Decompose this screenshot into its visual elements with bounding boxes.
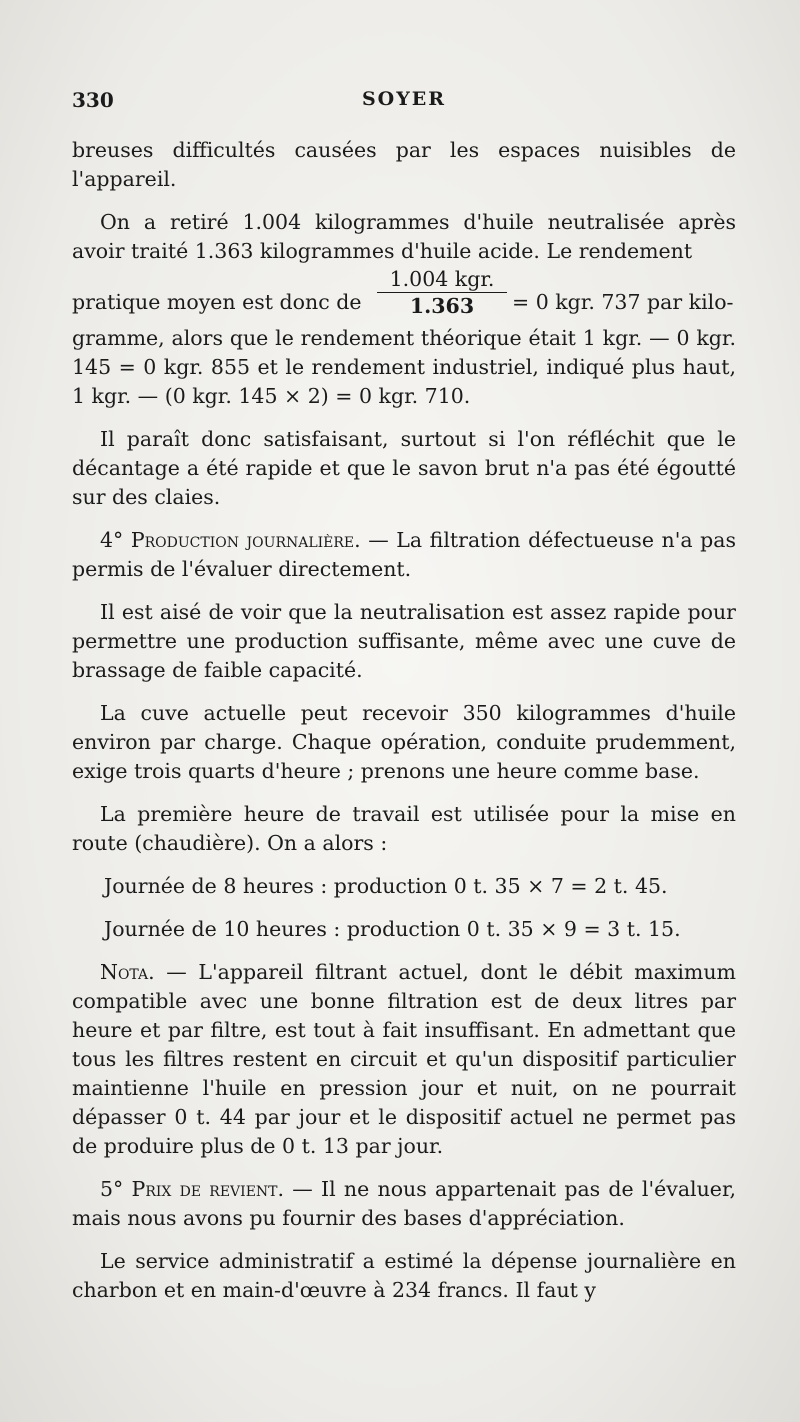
yield-formula <box>72 266 736 324</box>
fraction-numerator: 1.004 kgr. <box>377 266 507 293</box>
paragraph-neutralisation: Il est aisé de voir que la neutralisation est assez rapide pour permettre une production suffisante, même avec une cuve de brassage de faible capacité. <box>72 600 736 682</box>
formula-result: = 0 kgr. 737 par kilo- <box>512 290 734 314</box>
paragraph-admin-estimate: Le service administratif a estimé la dépense journalière en charbon et en main-d'œuvre à 234 francs. Il faut y <box>72 1249 736 1302</box>
running-head: SOYER <box>361 88 447 110</box>
equation-8-hours: Journée de 8 heures : production 0 t. 35 × 7 = 2 t. 45. <box>104 874 668 898</box>
page-body <box>72 136 736 1305</box>
yield-fraction <box>377 266 507 319</box>
section-heading-cost-price: 5° Prix de revient. <box>100 1177 285 1201</box>
section-heading-daily-production: 4° Production journalière. <box>100 528 361 552</box>
page-number: 330 <box>72 88 114 112</box>
section-daily-production <box>72 526 736 584</box>
paragraph-yield: On a retiré 1.004 kilogrammes d'huile neutralisée après avoir traité 1.363 kilogrammes d'huile acide. Le rendement <box>72 210 736 263</box>
section-text-daily-production: — La filtration défectueuse n'a pas permis de l'évaluer directement. <box>72 528 736 581</box>
page-header <box>72 88 736 118</box>
fraction-denominator: 1.363 <box>409 294 475 318</box>
paragraph-yield-continued: gramme, alors que le rendement théorique était 1 kgr. — 0 kgr. 145 = 0 kgr. 855 et le rendement industriel, indiqué plus haut, 1 kgr. — (0 kgr. 145 × 2) = 0 kgr. 710. <box>72 326 736 408</box>
equation-10-hours: Journée de 10 heures : production 0 t. 35 × 9 = 3 t. 15. <box>104 917 681 941</box>
note-text: — L'appareil filtrant actuel, dont le débit maximum compatible avec une bonne filtration est de deux litres par heure et par filtre, est tout à fait insuffisant. En admettant que tous les filtres restent en circuit et qu'un dispositif particulier maintienne l'huile en pression jour et nuit, on ne pourrait dépasser 0 t. 44 par jour et le dispositif actuel ne permet pas de produire plus de 0 t. 13 par jour. <box>72 960 736 1158</box>
note-heading: Nota. <box>100 960 155 984</box>
paragraph-first-hour: La première heure de travail est utilisée pour la mise en route (chaudière). On a alors : <box>72 802 736 855</box>
note-paragraph <box>72 958 736 1161</box>
paragraph-satisfactory: Il paraît donc satisfaisant, surtout si l'on réfléchit que le décantage a été rapide et que le savon brut n'a pas été égoutté sur des claies. <box>72 427 736 509</box>
section-text-cost-price: — Il ne nous appartenait pas de l'évaluer, mais nous avons pu fournir des bases d'appréciation. <box>72 1177 737 1230</box>
paragraph-tank-capacity: La cuve actuelle peut recevoir 350 kilogrammes d'huile environ par charge. Chaque opération, conduite prudemment, exige trois quarts d'heure ; prenons une heure comme base. <box>72 701 736 783</box>
formula-lead-text: pratique moyen est donc de <box>72 290 362 314</box>
section-cost-price <box>72 1175 736 1233</box>
paragraph-continuation: breuses difficultés causées par les espaces nuisibles de l'appareil. <box>72 138 736 191</box>
